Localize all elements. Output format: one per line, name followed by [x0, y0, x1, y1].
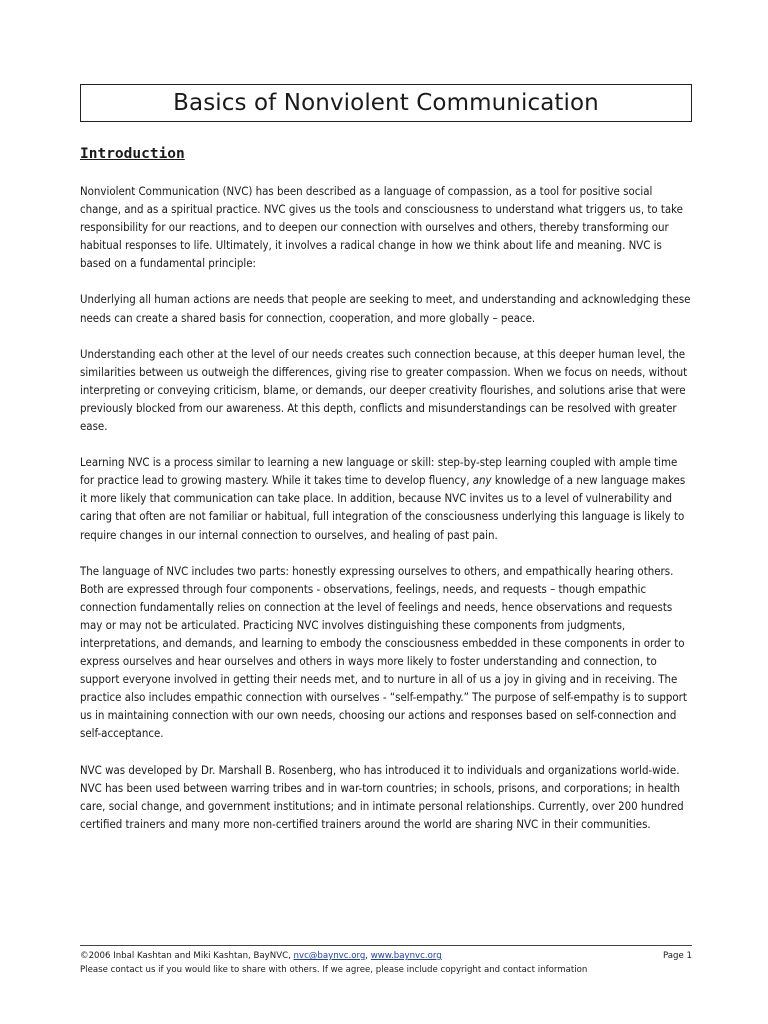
section-heading-introduction: Introduction — [80, 146, 185, 162]
footer-email-link[interactable]: nvc@baynvc.org — [293, 951, 366, 961]
paragraph-4-part-2: knowledge of a new language makes it more likely that communication can take place. In addition, because NVC invites us to a level of vulnerability and caring that often are not familiar or habitual, full integration of the consciousness underlying this language is likely to require changes in our internal connection to ourselves, and healing of past pain. — [80, 473, 686, 542]
paragraph-6: NVC was developed by Dr. Marshall B. Rosenberg, who has introduced it to individuals and organizations world-wide. NVC has been used between warring tribes and in war-torn countries; in schools, prisons, and corporations; in health care, social change, and government institutions; and in intimate personal relationships. Currently, over 200 hundred certified trainers and many more non-certified trainers around the world are sharing NVC in their communities. — [80, 762, 684, 831]
footer-notice: Please contact us if you would like to share with others. If we agree, please include copyright and contact information — [80, 965, 588, 975]
footer-top-row — [80, 949, 692, 963]
paragraph-1: Nonviolent Communication (NVC) has been described as a language of compassion, as a tool for positive social change, and as a spiritual practice. NVC gives us the tools and consciousness to understand what triggers us, to take responsibility for our reactions, and to deepen our connection with ourselves and others, thereby transforming our habitual responses to life. Ultimately, it involves a radical change in how we think about life and meaning. NVC is based on a fundamental principle: — [80, 184, 683, 271]
page-footer — [80, 949, 692, 977]
paragraph-4-part-1: Learning NVC is a process similar to learning a new language or skill: step-by-step learning coupled with ample time for practice lead to growing mastery. While it takes time to develop fluency, — [80, 455, 678, 488]
footer-divider — [80, 945, 692, 946]
footer-page-number: Page 1 — [662, 951, 692, 961]
paragraph-3: Understanding each other at the level of our needs creates such connection because, at this deeper human level, the similarities between us outweigh the differences, giving rise to greater compassion. When we focus on needs, without interpreting or conveying criticism, blame, or demands, our deeper creativity flourishes, and solutions arise that were previously blocked from our awareness. At this depth, conflicts and misunderstandings can be resolved with greater ease. — [80, 346, 688, 434]
footer-credit — [80, 949, 442, 963]
document-title: Basics of Nonviolent Communication — [173, 90, 599, 116]
paragraph-2: Underlying all human actions are needs that people are seeking to meet, and understanding and acknowledging these needs can create a shared basis for connection, cooperation, and more globally – peace. — [80, 292, 691, 325]
document-body — [80, 182, 692, 851]
footer-copyright: ©2006 Inbal Kashtan and Miki Kashtan, BayNVC, — [80, 951, 294, 961]
title-box — [80, 84, 692, 122]
paragraph-5: The language of NVC includes two parts: honestly expressing ourselves to others, and empathically hearing others. Both are expressed through four components - observations, feelings, needs, and requests – though empathic connection fundamentally relies on connection at the level of feelings and needs, hence observations and requests may or may not be articulated. Practicing NVC involves distinguishing these components from judgments, interpretations, and demands, and learning to embody the consciousness embedded in these components in order to express ourselves and hear ourselves and others in ways more likely to foster understanding and connection, to support everyone involved in getting their needs met, and to nurture in all of us a joy in giving and in receiving. The practice also includes empathic connection with ourselves - “self-empathy.” The purpose of self-empathy is to support us in maintaining connection with our own needs, choosing our actions and responses based on self-connection and self-acceptance. — [80, 563, 687, 741]
paragraph-4-emphasis: any — [472, 473, 492, 488]
footer-website-link[interactable]: www.baynvc.org — [370, 951, 442, 961]
paragraph-4 — [80, 453, 692, 543]
footer-separator: , — [365, 951, 371, 961]
